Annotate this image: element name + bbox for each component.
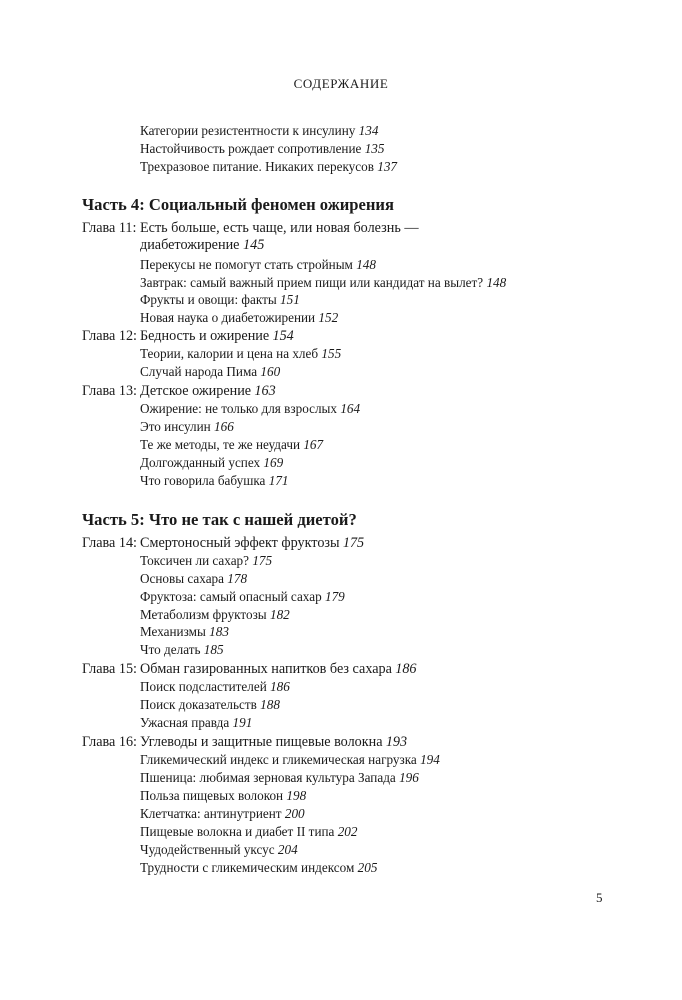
page-ref: 137	[377, 159, 398, 174]
page-ref: 178	[227, 571, 248, 586]
toc-section[interactable]: Трехразовое питание. Никаких перекусов 137	[140, 159, 398, 174]
page-ref: 175	[252, 553, 273, 568]
toc-section[interactable]: Поиск доказательств 188	[140, 697, 280, 712]
toc-chapter[interactable]: Глава 15: Обман газированных напитков без сахара 186	[82, 661, 417, 677]
page-ref: 160	[260, 364, 281, 379]
page-ref: 196	[399, 770, 419, 785]
toc-section[interactable]: Гликемический индекс и гликемическая нагрузка 194	[140, 752, 440, 767]
toc-section[interactable]: Перекусы не помогут стать стройным 148	[140, 257, 376, 272]
page-ref: 148	[486, 275, 507, 290]
toc-section[interactable]: Завтрак: самый важный прием пищи или кандидат на вылет? 148	[140, 275, 507, 290]
page-ref: 152	[318, 310, 339, 325]
page-ref: 198	[286, 788, 307, 803]
toc-section[interactable]: Метаболизм фруктозы 182	[140, 607, 290, 622]
page-ref: 163	[254, 383, 276, 399]
page-ref: 193	[385, 734, 408, 750]
page-ref: 186	[270, 679, 290, 694]
toc-section[interactable]: Механизмы 183	[140, 624, 229, 639]
toc-section[interactable]: Польза пищевых волокон 198	[140, 788, 307, 803]
toc-chapter[interactable]: Глава 11: Есть больше, есть чаще, или новая болезнь —	[82, 220, 419, 236]
page-number: 5	[596, 890, 603, 905]
toc-section[interactable]: Трудности с гликемическим индексом 205	[140, 860, 378, 875]
toc-section[interactable]: Ужасная правда 191	[140, 715, 253, 730]
toc-section[interactable]: Фрукты и овощи: факты 151	[140, 292, 300, 307]
page-ref: 202	[337, 824, 358, 839]
page-ref: 167	[303, 437, 324, 452]
page-ref: 151	[280, 292, 300, 307]
page-ref: 171	[268, 473, 289, 488]
page-ref: 154	[272, 328, 294, 344]
page-ref: 175	[342, 535, 365, 551]
page-ref: 191	[232, 715, 253, 730]
page-ref: 164	[340, 401, 361, 416]
toc-section[interactable]: Основы сахара 178	[140, 571, 248, 586]
page-ref: 135	[364, 141, 385, 156]
toc-section[interactable]: Что говорила бабушка 171	[140, 473, 289, 488]
toc-section[interactable]: Фруктоза: самый опасный сахар 179	[140, 589, 345, 604]
part-heading: Часть 4: Социальный феномен ожирения	[82, 195, 394, 214]
toc-section[interactable]: Случай народа Пима 160	[140, 364, 281, 379]
toc-section[interactable]: Теории, калории и цена на хлеб 155	[140, 346, 342, 361]
toc-section[interactable]: Это инсулин 166	[140, 419, 234, 434]
page-ref: 155	[321, 346, 342, 361]
toc-chapter[interactable]: Глава 13: Детское ожирение 163	[82, 383, 276, 399]
toc-section[interactable]: Пшеница: любимая зерновая культура Запада 196	[140, 770, 419, 785]
page-ref: 166	[214, 419, 234, 434]
page-ref: 169	[263, 455, 284, 470]
toc-section[interactable]: Долгожданный успех 169	[140, 455, 284, 470]
part-heading: Часть 5: Что не так с нашей диетой?	[82, 510, 357, 529]
toc-section[interactable]: Ожирение: не только для взрослых 164	[140, 401, 361, 416]
page-ref: 204	[277, 842, 298, 857]
toc-section[interactable]: Новая наука о диабетожирении 152	[140, 310, 339, 325]
toc-chapter[interactable]: Глава 16: Углеводы и защитные пищевые волокна 193	[82, 734, 408, 750]
page-ref: 148	[356, 257, 376, 272]
toc-chapter-continuation[interactable]: диабетожирение 145	[140, 237, 265, 253]
toc-chapter[interactable]: Глава 14: Смертоносный эффект фруктозы 175	[82, 535, 365, 551]
page-ref: 205	[357, 860, 378, 875]
toc-section[interactable]: Пищевые волокна и диабет II типа 202	[140, 824, 358, 839]
page-ref: 182	[269, 607, 290, 622]
page-ref: 179	[324, 589, 345, 604]
toc-section[interactable]: Токсичен ли сахар? 175	[140, 553, 273, 568]
toc-section[interactable]: Настойчивость рождает сопротивление 135	[140, 141, 385, 156]
page-ref: 194	[420, 752, 440, 767]
page-ref: 200	[284, 806, 305, 821]
toc-chapter[interactable]: Глава 12: Бедность и ожирение 154	[82, 328, 294, 344]
page-ref: 134	[358, 123, 379, 138]
page-ref: 188	[260, 697, 280, 712]
page-ref: 185	[203, 642, 224, 657]
running-head: СОДЕРЖАНИЕ	[293, 76, 389, 91]
page-ref: 145	[243, 237, 265, 253]
toc-section[interactable]: Категории резистентности к инсулину 134	[140, 123, 379, 138]
page-ref: 183	[209, 624, 229, 639]
toc-section[interactable]: Что делать 185	[140, 642, 224, 657]
page-ref: 186	[395, 661, 417, 677]
toc-section[interactable]: Клетчатка: антинутриент 200	[140, 806, 305, 821]
toc-section[interactable]: Чудодейственный уксус 204	[140, 842, 298, 857]
toc-section[interactable]: Те же методы, те же неудачи 167	[140, 437, 324, 452]
toc-section[interactable]: Поиск подсластителей 186	[140, 679, 290, 694]
